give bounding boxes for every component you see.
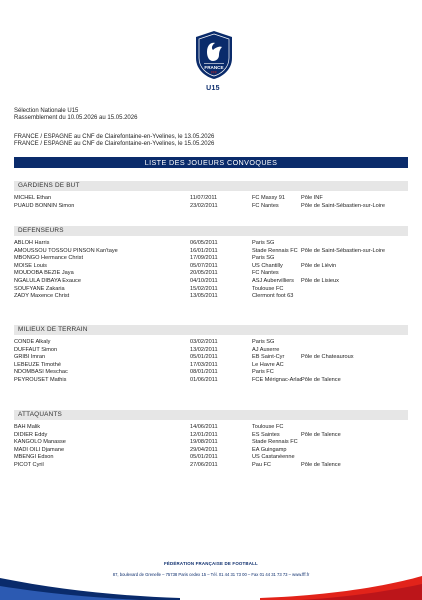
player-pole: Pôle de Saint-Sébastien-sur-Loire <box>301 247 385 254</box>
player-row <box>14 424 408 432</box>
player-row <box>14 362 408 370</box>
player-row <box>14 203 408 211</box>
header-info <box>14 108 137 122</box>
player-club: Pau FC <box>252 461 271 468</box>
player-pole: Pôle de Chateauroux <box>301 354 354 361</box>
player-club: Toulouse FC <box>252 285 284 292</box>
player-name: PUAUD BONNIN Simon <box>14 202 75 209</box>
player-birthdate: 19/08/2011 <box>190 439 218 446</box>
player-name: LEBEUZE Timothé <box>14 361 61 368</box>
player-pole: Pôle de Talence <box>301 461 341 468</box>
gathering-dates: Rassemblement du 10.05.2026 au 15.05.2026 <box>14 115 138 122</box>
player-name: CONDE Alkaly <box>14 339 51 345</box>
player-club: FCE Mérignac-Arlac <box>252 376 303 383</box>
players-list-banner: LISTE DES JOUEURS CONVOQUES <box>14 157 408 168</box>
player-row <box>14 432 408 440</box>
player-club: Paris SG <box>252 240 275 246</box>
player-name: ABLOH Harris <box>14 240 50 246</box>
player-birthdate: 05/07/2011 <box>190 262 218 269</box>
selection-title: Sélection Nationale U15 <box>14 108 79 114</box>
player-row <box>14 270 408 278</box>
player-birthdate: 14/06/2011 <box>190 424 218 430</box>
section-defenders <box>14 226 408 301</box>
section-title: ATTAQUANTS <box>14 410 408 420</box>
player-club: Paris SG <box>252 255 275 262</box>
player-row <box>14 293 408 301</box>
player-row <box>14 369 408 377</box>
section-goalkeepers <box>14 181 408 210</box>
player-birthdate: 08/01/2011 <box>190 369 218 376</box>
player-name: MOISE Louis <box>14 262 47 269</box>
player-birthdate: 27/06/2011 <box>190 461 218 468</box>
player-pole: Pôle INF <box>301 195 323 201</box>
player-row <box>14 195 408 203</box>
player-row <box>14 377 408 385</box>
player-club: ES Saintes <box>252 431 280 438</box>
player-name: AMOUSSOU TOSSOU PINSON Kan'taye <box>14 247 118 254</box>
player-name: PICOT Cyril <box>14 461 44 468</box>
section-forwards <box>14 410 408 470</box>
player-pole: Pôle de Saint-Sébastien-sur-Loire <box>301 202 385 209</box>
player-pole: Pôle de Talence <box>301 376 341 383</box>
player-name: ZADY Maxence Christ <box>14 293 70 300</box>
player-name: NGALULA DIBAYA Exauce <box>14 277 81 284</box>
player-club: AJ Auxerre <box>252 346 280 353</box>
player-birthdate: 11/07/2011 <box>190 195 218 201</box>
player-club: Stade Rennais FC <box>252 439 298 446</box>
player-birthdate: 13/02/2011 <box>190 346 218 353</box>
section-title: DEFENSEURS <box>14 226 408 236</box>
player-name: SOUFYANE Zakaria <box>14 285 65 292</box>
player-pole: Pôle de Liévin <box>301 262 337 269</box>
player-name: MBENGI Edson <box>14 454 54 461</box>
section-title: MILIEUX DE TERRAIN <box>14 325 408 335</box>
player-rows <box>14 339 408 385</box>
fff-logo <box>194 30 234 80</box>
player-club: Paris FC <box>252 369 274 376</box>
player-row <box>14 439 408 447</box>
player-name: MADI OILI Djamane <box>14 446 65 453</box>
player-row <box>14 263 408 271</box>
footer-decoration <box>0 560 422 600</box>
player-birthdate: 04/10/2011 <box>190 277 218 284</box>
match-1: FRANCE / ESPAGNE au CNF de Clairefontaine-en-Yvelines, le 13.05.2026 <box>14 134 215 140</box>
player-name: PEYROUSET Mathis <box>14 376 67 383</box>
player-name: DIDIER Eddy <box>14 431 48 438</box>
category-badge: U15 <box>206 85 220 92</box>
player-name: BAH Malik <box>14 424 41 430</box>
player-pole: Pôle de Talence <box>301 431 341 438</box>
player-name: NDOMBASI Meschac <box>14 369 68 376</box>
logo-fff-text: FFF <box>211 70 217 75</box>
player-club: Toulouse FC <box>252 424 284 430</box>
section-title: GARDIENS DE BUT <box>14 181 408 191</box>
player-rows <box>14 195 408 210</box>
player-birthdate: 03/02/2011 <box>190 339 218 345</box>
player-club: Stade Rennais FC <box>252 247 298 254</box>
player-birthdate: 12/01/2011 <box>190 431 218 438</box>
player-name: MBONGO Hermance Christ <box>14 255 84 262</box>
player-row <box>14 286 408 294</box>
player-birthdate: 05/01/2011 <box>190 454 218 461</box>
player-row <box>14 447 408 455</box>
player-club: FC Nantes <box>252 202 279 209</box>
player-name: MICHEL Ethan <box>14 195 52 201</box>
player-birthdate: 17/03/2011 <box>190 361 218 368</box>
match-info <box>14 134 214 148</box>
player-birthdate: 05/01/2011 <box>190 354 218 361</box>
player-birthdate: 17/09/2011 <box>190 255 218 262</box>
player-row <box>14 248 408 256</box>
player-birthdate: 16/01/2011 <box>190 247 218 254</box>
player-pole: Pôle de Lisieux <box>301 277 339 284</box>
player-name: MOUDOBA BEZIE Jaya <box>14 270 74 277</box>
player-row <box>14 354 408 362</box>
player-club: Clermont foot 63 <box>252 293 294 300</box>
player-row <box>14 347 408 355</box>
player-birthdate: 29/04/2011 <box>190 446 218 453</box>
player-club: FC Massy 91 <box>252 195 285 201</box>
player-name: DUFFAUT Simon <box>14 346 58 353</box>
match-2: FRANCE / ESPAGNE au CNF de Clairefontaine-en-Yvelines, le 15.05.2026 <box>14 141 215 148</box>
player-club: US Castanéenne <box>252 454 295 461</box>
player-club: EB Saint-Cyr <box>252 354 285 361</box>
player-club: Le Havre AC <box>252 361 284 368</box>
player-birthdate: 20/05/2011 <box>190 270 218 277</box>
player-row <box>14 339 408 347</box>
footer-federation-name: FÉDÉRATION FRANÇAISE DE FOOTBALL <box>164 561 258 566</box>
player-birthdate: 15/02/2011 <box>190 285 218 292</box>
player-birthdate: 06/05/2011 <box>190 240 218 246</box>
player-rows <box>14 240 408 301</box>
player-club: US Chantilly <box>252 262 283 269</box>
player-birthdate: 01/06/2011 <box>190 376 218 383</box>
player-name: GRIBI Imran <box>14 354 46 361</box>
player-row <box>14 240 408 248</box>
player-birthdate: 23/02/2011 <box>190 202 218 209</box>
player-name: KANGOLO Manasse <box>14 439 66 446</box>
player-club: EA Guingamp <box>252 446 287 453</box>
player-row <box>14 278 408 286</box>
player-row <box>14 454 408 462</box>
player-rows <box>14 424 408 470</box>
section-midfielders <box>14 325 408 385</box>
player-row <box>14 462 408 470</box>
player-club: Paris SG <box>252 339 275 345</box>
footer-address: 87, boulevard de Grenelle – 75738 Paris cedex 15 – Tél. 01 44 31 73 00 – Fax 01 44 31 73 73 – www.fff.fr <box>112 572 310 577</box>
logo-france-text: FRANCE <box>204 65 224 70</box>
player-club: ASJ Aubervilliers <box>252 277 294 284</box>
player-birthdate: 13/05/2011 <box>190 293 218 300</box>
player-row <box>14 255 408 263</box>
player-club: FC Nantes <box>252 270 279 277</box>
